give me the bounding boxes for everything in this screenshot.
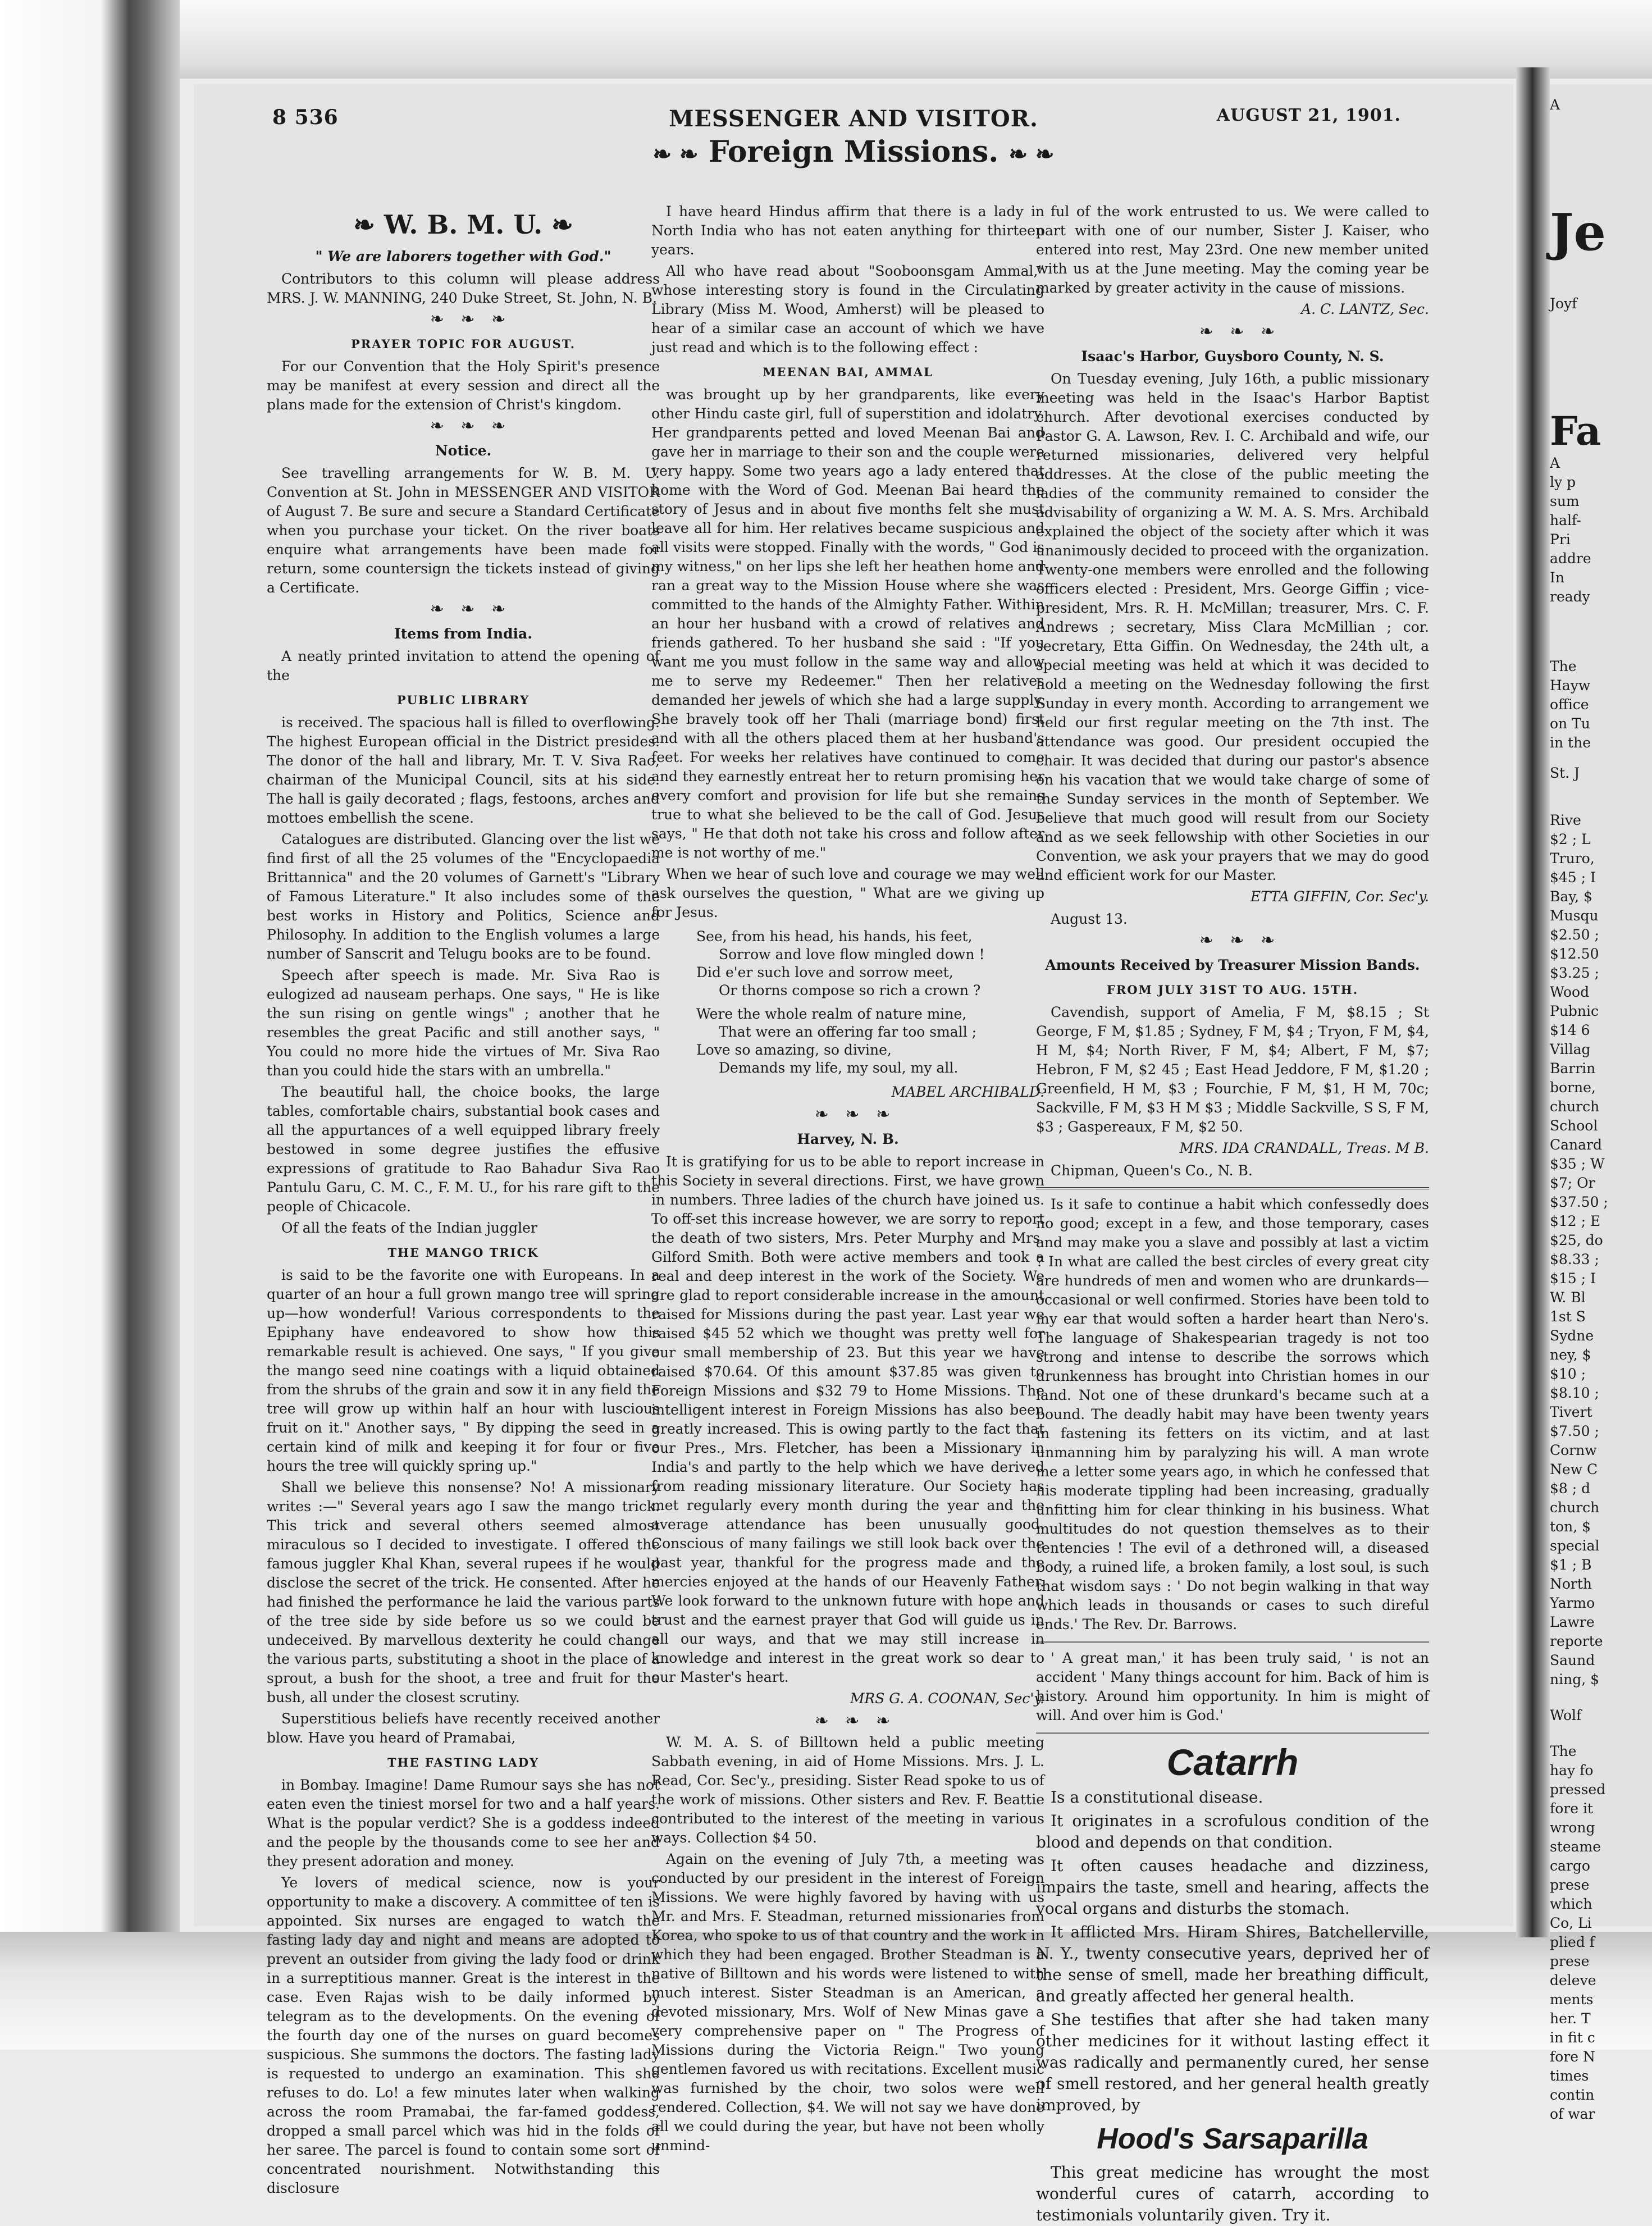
edge-text: In bbox=[1550, 569, 1564, 586]
edge-text: The bbox=[1550, 1743, 1577, 1759]
amounts-heading: Amounts Received by Treasurer Mission Bands. bbox=[1045, 957, 1420, 973]
edge-text: Saund bbox=[1550, 1652, 1595, 1668]
edge-text: Wood bbox=[1550, 984, 1590, 1000]
article-paragraph: Again on the evening of July 7th, a meeting was conducted by our president in the interest of Foreign Missions. We were highly favored by having with us Mr. and Mrs. F. Steadman, returned missionaries from Korea, who spoke to us of that country and the work in which they had been engaged. Brother Steadman is a native of Billtown and his words were listened to with much interest. Sister Steadman is an American, a devoted missionary, Mrs. Wolf of New Minas gave a very comprehensive paper on " The Progress of Missions during the Victoria Reign." Two young gentlemen favored us with recitations. Excellent music was furnished by the choir, two solos were well rendered. Collection, $4. We will not say we have done all we could during the year, but have not been wholly unmind- bbox=[651, 1851, 1044, 2154]
leaf-ornament-icon: ❧ ❧ bbox=[1008, 141, 1055, 167]
edge-text: $8.33 ; bbox=[1550, 1251, 1599, 1267]
edge-text: church bbox=[1550, 1499, 1600, 1516]
edge-text: North bbox=[1550, 1576, 1592, 1592]
amounts-subheading: FROM JULY 31ST TO AUG. 15TH. bbox=[1106, 983, 1359, 997]
edge-text: A bbox=[1550, 455, 1560, 471]
article-paragraph: When we hear of such love and courage we may well ask ourselves the question, " What are we giving up for Jesus. bbox=[651, 866, 1044, 920]
divider bbox=[1036, 1187, 1429, 1189]
poem-signature: MABEL ARCHIBALD. bbox=[891, 1084, 1044, 1100]
edge-text: $45 ; I bbox=[1550, 869, 1596, 886]
leaf-ornament-icon: ❧ ❧ ❧ bbox=[430, 599, 512, 619]
leaf-ornament-icon: ❧ ❧ ❧ bbox=[430, 416, 512, 436]
edge-text: ney, $ bbox=[1550, 1347, 1591, 1363]
scan-left-margin bbox=[0, 0, 180, 2050]
edge-text: Lawre bbox=[1550, 1614, 1595, 1630]
article-paragraph: Is it safe to continue a habit which confessedly does no good; except in a few, and those temporary, cases and may make you a slave and possibly at last a victim ? In what are called the best circles of every great city are hundreds of men and women who are drunkards—occasional or well confirmed. Stories have been told to my ear that would soften a harder heart than Nero's. The language of Shakespearian tragedy is not too strong and intense to describe the sorrows which drunkenness has brought into Christian homes in our land. Not one of these drunkard's became such at a bound. The deadly habit may have been twenty years in fastening its fetters on its victim, and at last unmanning him by paralyzing his will. A man wrote me a letter some years ago, in which he confessed that his moderate tippling had been increasing, gradually unfitting him for clear thinking in his business. What multitudes do not question themselves as to their tentencies ! The evil of a dethroned will, a diseased body, a ruined life, a broken family, a lost soul, is such that wisdom says : ' Do not begin walking in that way which leads in thousands or cases to such direful ends.' The Rev. Dr. Barrows. bbox=[1036, 1196, 1429, 1632]
edge-text: $2.50 ; bbox=[1550, 927, 1599, 943]
edge-text: reporte bbox=[1550, 1633, 1603, 1649]
poem-line: That were an offering far too small ; bbox=[719, 1024, 977, 1040]
article-paragraph: The beautiful hall, the choice books, the large tables, comfortable chairs, substantial book cases and all the appurtances of a well equipped library freely bestowed in some degree justifies the effusive expressions of gratitude to Rao Bahadur Siva Rao Pantulu Garu, C. M. C., F. M. U., for his rare gift to the people of Chicacole. bbox=[267, 1084, 660, 1215]
edge-text: plied f bbox=[1550, 1934, 1595, 1950]
edge-text: Sydne bbox=[1550, 1328, 1594, 1344]
wbmu-motto: " We are laborers together with God." bbox=[315, 248, 611, 264]
hymn-poem bbox=[696, 928, 1044, 1077]
invitation-text: A neatly printed invitation to attend the opening of the bbox=[267, 648, 660, 683]
poem-line: See, from his head, his hands, his feet, bbox=[696, 928, 973, 945]
poem-line: Or thorns compose so rich a crown ? bbox=[719, 982, 981, 998]
harvey-heading: Harvey, N. B. bbox=[797, 1131, 899, 1147]
edge-text: A bbox=[1550, 97, 1560, 113]
edge-text: sum bbox=[1550, 493, 1580, 509]
edge-text: special bbox=[1550, 1538, 1600, 1554]
public-library-heading: PUBLIC LIBRARY bbox=[396, 693, 530, 707]
poem-line: Did e'er such love and sorrow meet, bbox=[696, 964, 953, 980]
article-paragraph: is received. The spacious hall is filled to overflowing. The highest European official in the District presides. The donor of the hall and library, Mr. T. V. Siva Rao, chairman of the Municipal Council, sits at his side. The hall is gaily decorated ; flags, festoons, arches and mottoes embellish the scene. bbox=[267, 714, 660, 826]
edge-text: ly p bbox=[1550, 474, 1576, 490]
edge-text: $8 ; d bbox=[1550, 1480, 1591, 1497]
article-paragraph: All who have read about "Sooboonsgam Ammal," whose interesting story is found in the Circulating Library (Miss M. Wood, Amherst) will be pleased to hear of a similar case an account of which we have just read and which is to the following effect : bbox=[651, 263, 1044, 355]
edge-text: hay fo bbox=[1550, 1762, 1594, 1778]
edge-text: Joyf bbox=[1550, 295, 1577, 312]
edge-text: which bbox=[1550, 1896, 1592, 1912]
wbmu-title: ❧ W. B. M. U. ❧ bbox=[353, 209, 573, 240]
ad-paragraph: It afflicted Mrs. Hiram Shires, Batchellerville, N. Y., twenty consecutive years, deprived her of the sense of smell, made her breathing difficult, and greatly affected her general health. bbox=[1036, 1923, 1429, 2005]
edge-text: $12 ; E bbox=[1550, 1213, 1601, 1229]
edge-text: wrong bbox=[1550, 1819, 1595, 1836]
article-paragraph: ful of the work entrusted to us. We were called to part with one of our number, Sister J. Kaiser, who entered into rest, May 23rd. One new member united with us at the June meeting. May the coming year be marked by greater activity in the cause of missions. bbox=[1036, 203, 1429, 296]
edge-text: Villag bbox=[1550, 1041, 1591, 1057]
edge-text: Canard bbox=[1550, 1137, 1602, 1153]
edge-text: prese bbox=[1550, 1877, 1590, 1893]
article-paragraph: was brought up by her grandparents, like every other Hindu caste girl, full of superstition and idolatry. Her grandparents petted and loved Meenan Bai and gave her in marriage to their son and the couple were very happy. Some two years ago a lady entered that home with the Word of God. Meenan Bai heard the story of Jesus and in about five months felt she must leave all for him. Her relatives became suspicious and all visits were stopped. Finally with the words, " God is my witness," on her lips she left her heathen home and ran a great way to the Mission House where she was committed to the hands of the Almighty Father. Within an hour her husband with a crowd of relatives and friends gathered. To her husband she said : "If you want me you must follow in the same way and allow me to serve my Redeemer." Then her relatives demanded her jewels of which she had a large supply. She bravely took off her Thali (marriage bond) first and with all the others placed them at her husband's feet. For weeks her relatives have continued to come and they earnestly entreat her to return promising her every comfort and provision for life but she remains true to what she believed to be the call of God. Jesus says, " He that doth not take his cross and follow after me is not worthy of me." bbox=[651, 386, 1044, 861]
article-paragraph: Shall we believe this nonsense? No! A missionary writes :—" Several years ago I saw the mango trick. This trick and several others seemed almost miraculous so I decided to investigate. I offered the famous juggler Khal Khan, several rupees if he would disclose the secret of the trick. He consented. After he had finished the performance he laid the various parts of the tree side by side before us so we could be undeceived. By marvellous dexterity he could change the various parts, substituting a shoot in the place of a sprout, a bush for the shoot, a tree and fruit for the bush, all under the closest scrutiny. bbox=[267, 1479, 660, 1705]
edge-text: church bbox=[1550, 1098, 1600, 1115]
poem-line: Sorrow and love flow mingled down ! bbox=[719, 946, 985, 963]
mango-trick-heading: THE MANGO TRICK bbox=[387, 1246, 539, 1260]
leaf-ornament-icon: ❧ ❧ bbox=[652, 141, 699, 167]
meenan-bai-heading: MEENAN BAI, AMMAL bbox=[763, 365, 933, 379]
page-number: 8 536 bbox=[272, 106, 339, 129]
edge-text: office bbox=[1550, 696, 1589, 713]
next-page-edge bbox=[1550, 84, 1652, 2122]
edge-text: $7; Or bbox=[1550, 1175, 1595, 1191]
edge-text: $8.10 ; bbox=[1550, 1385, 1599, 1401]
edge-text: Pri bbox=[1550, 531, 1571, 548]
edge-text: $35 ; W bbox=[1550, 1156, 1605, 1172]
edge-text: in the bbox=[1550, 735, 1591, 751]
contributions-notice: Contributors to this column will please address MRS. J. W. MANNING, 240 Duke Street, St. John, N. B. bbox=[267, 271, 660, 306]
edge-text: on Tu bbox=[1550, 715, 1590, 732]
edge-text: $10 ; bbox=[1550, 1366, 1586, 1382]
edge-text: Cornw bbox=[1550, 1442, 1597, 1458]
edge-text: pressed bbox=[1550, 1781, 1606, 1798]
edge-text: ning, $ bbox=[1550, 1671, 1600, 1687]
edge-text: W. Bl bbox=[1550, 1289, 1586, 1306]
ad-paragraph: This great medicine has wrought the most wonderful cures of catarrh, according to testimonials voluntarily given. Try it. bbox=[1036, 2163, 1429, 2224]
amounts-list: Cavendish, support of Amelia, F M, $8.15 ; St George, F M, $1.85 ; Sydney, F M, $4 ; Tryon, F M, $4, H M, $4; North River, F M, $4; Albert, F M, $7; Hebron, F M, $2 45 ; East Head Jeddore, F M, $1.20 ; Greenfield, H M, $3 ; Fourchie, F M, $1, H M, 70c; Sackville, F M, $3 H M $3 ; Middle Sackville, S S, F M, $3 ; Gaspereaux, F M, $2 50. bbox=[1036, 1004, 1429, 1135]
edge-text: Fa bbox=[1550, 408, 1601, 454]
edge-text: in fit c bbox=[1550, 2029, 1595, 2046]
prayer-topic-heading: PRAYER TOPIC FOR AUGUST. bbox=[350, 337, 576, 351]
notice-text: See travelling arrangements for W. B. M. U. Convention at St. John in MESSENGER AND VISITOR of August 7. Be sure and secure a Standard Certificate when you purchase your ticket. On the river boats enquire what arrangements have been made for return, some countersign the tickets instead of giving a Certificate. bbox=[267, 465, 660, 596]
edge-text: steame bbox=[1550, 1839, 1601, 1855]
section-title: Foreign Missions. bbox=[708, 135, 999, 169]
article-paragraph: is said to be the favorite one with Europeans. In a quarter of an hour a full grown mango tree will spring up—how wonderful! Various correspondents to the Epiphany have endeavored to show how this remarkable result is achieved. One says, " If you give the mango seed nine coatings with a liquid obtained from the shrubs of the grain and sow it in any field the tree will grow up within half an hour with luscious fruit on it." Another says, " By dipping the seed in a certain kind of milk and keeping it for four or five hours the tree will quickly spring up." bbox=[267, 1267, 660, 1474]
edge-text: Barrin bbox=[1550, 1060, 1596, 1076]
ad-paragraph: It originates in a scrofulous condition of the blood and depends on that condition. bbox=[1036, 1812, 1429, 1851]
edge-text: The bbox=[1550, 658, 1577, 674]
book-gutter bbox=[1516, 67, 1550, 1937]
edge-text: Pubnic bbox=[1550, 1003, 1599, 1019]
section-heading bbox=[194, 135, 1513, 169]
edge-text: prese bbox=[1550, 1953, 1590, 1969]
prayer-topic-text: For our Convention that the Holy Spirit's presence may be manifest at every session and direct all the plans made for the extension of Christ's kingdom. bbox=[267, 358, 660, 413]
divider bbox=[1036, 1641, 1429, 1643]
edge-text: $37.50 ; bbox=[1550, 1194, 1608, 1210]
isaacs-harbor-heading: Isaac's Harbor, Guysboro County, N. S. bbox=[1081, 348, 1384, 364]
edge-text: Truro, bbox=[1550, 850, 1595, 866]
edge-text: $12.50 bbox=[1550, 946, 1599, 962]
edge-text: $3.25 ; bbox=[1550, 965, 1599, 981]
column-1 bbox=[267, 202, 660, 2196]
edge-text: Bay, $ bbox=[1550, 888, 1592, 905]
harvey-signature: MRS G. A. COONAN, Sec'y. bbox=[850, 1690, 1044, 1707]
treasurer-location: Chipman, Queen's Co., N. B. bbox=[1051, 1162, 1253, 1179]
article-date: August 13. bbox=[1051, 911, 1128, 927]
edge-text: times bbox=[1550, 2068, 1589, 2084]
edge-text: $1 ; B bbox=[1550, 1557, 1592, 1573]
edge-text: Co, Li bbox=[1550, 1915, 1592, 1931]
edge-text: ton, $ bbox=[1550, 1518, 1591, 1535]
article-paragraph: Superstitious beliefs have recently received another blow. Have you heard of Pramabai, bbox=[267, 1710, 660, 1746]
article-paragraph: I have heard Hindus affirm that there is a lady in North India who has not eaten anything for thirteen years. bbox=[651, 203, 1044, 258]
edge-text: ready bbox=[1550, 589, 1590, 605]
items-from-india-heading: Items from India. bbox=[394, 626, 532, 642]
edge-text: fore N bbox=[1550, 2049, 1595, 2065]
edge-text: Hayw bbox=[1550, 677, 1591, 694]
edge-text: St. J bbox=[1550, 765, 1580, 781]
edge-text: Musqu bbox=[1550, 907, 1599, 924]
edge-text: contin bbox=[1550, 2087, 1595, 2103]
leaf-ornament-icon: ❧ ❧ ❧ bbox=[430, 309, 512, 329]
edge-text: Yarmo bbox=[1550, 1595, 1595, 1611]
ad-title: Catarrh bbox=[1166, 1741, 1299, 1783]
lantz-signature: A. C. LANTZ, Sec. bbox=[1301, 301, 1429, 317]
edge-text: addre bbox=[1550, 550, 1591, 567]
poem-line: Love so amazing, so divine, bbox=[696, 1042, 892, 1058]
edge-text: School bbox=[1550, 1117, 1598, 1134]
edge-text: $7.50 ; bbox=[1550, 1423, 1599, 1439]
catarrh-advertisement bbox=[1036, 1740, 1429, 2226]
edge-text: Rive bbox=[1550, 812, 1581, 828]
edge-text: fore it bbox=[1550, 1800, 1594, 1817]
issue-date: AUGUST 21, 1901. bbox=[1216, 106, 1401, 125]
fasting-lady-heading: THE FASTING LADY bbox=[387, 1755, 540, 1769]
edge-text: 1st S bbox=[1550, 1308, 1586, 1325]
edge-text: $14 6 bbox=[1550, 1022, 1590, 1038]
column-3 bbox=[1036, 202, 1429, 2224]
leaf-ornament-icon: ❧ ❧ ❧ bbox=[1199, 322, 1281, 341]
leaf-ornament-icon: ❧ ❧ ❧ bbox=[1199, 930, 1281, 950]
poem-line: Demands my life, my soul, my all. bbox=[719, 1060, 959, 1076]
giffin-signature: ETTA GIFFIN, Cor. Sec'y. bbox=[1250, 888, 1429, 905]
article-paragraph: Ye lovers of medical science, now is your opportunity to make a discovery. A committee of ten is appointed. Six nurses are engaged to watch the fasting lady day and night and means are adopted to prevent an outsider from giving the lady food or drink in a surreptitious manner. Great is the interest in the case. Even Rajas wish to be daily informed by telegram as to the developments. On the evening of the fourth day one of the nurses on guard becomes suspicious. She summons the doctors. The fasting lady is requested to undergo an examination. This she refuses to do. Lo! a few minutes later when walking across the room Pramabai, the far-famed goddess, dropped a small parcel which was hid in the folds of her saree. The parcel is found to contain some sort of concentrated nourishment. Notwithstanding this disclosure bbox=[267, 1874, 660, 2196]
edge-text: Wolf bbox=[1550, 1707, 1582, 1723]
article-paragraph: W. M. A. S. of Billtown held a public meeting Sabbath evening, in aid of Home Missions. Mrs. J. L. Read, Cor. Sec'y., presiding. Sister Read spoke to us of the work of missions. Other sisters and Rev. F. Beattie contributed to the interest of the meeting in various ways. Collection $4 50. bbox=[651, 1734, 1044, 1846]
leaf-ornament-icon: ❧ ❧ ❧ bbox=[814, 1711, 896, 1731]
article-paragraph: Of all the feats of the Indian juggler bbox=[281, 1220, 537, 1236]
article-paragraph: It is gratifying for us to be able to report increase in this Society in several directions. First, we have grown in numbers. Three ladies of the church have joined us. To off-set this increase however, we are sorry to report the death of two sisters, Mrs. Peter Murphy and Mrs. Gilford Smith. Both were active members and took a real and deep interest in the work of the Society. We are glad to report considerable increase in the amount raised for Missions during the past year. Last year we raised $45 52 which we thought was pretty well for our small membership of 23. But this year we have raised $70.64. Of this amount $37.85 was given to Foreign Missions and $32 79 to Home Missions. The intelligent interest in Foreign Missions has also been greatly increased. This is owing partly to the fact that our Pres., Mrs. Fletcher, has been a Missionary in India's and partly to the help which we have derived from reading missionary literature. Our Society has met regularly every month during the year and the average attendance has been unusually good. Conscious of many failings we still look back over the past year, thankful for the progress made and the mercies enjoyed at the hands of our Heavenly Father. We look forward to the unknown future with hope and trust and the earnest prayer that God will guide us in all our ways, and that we may still increase in knowledge and interest in the great work so dear to our Master's heart. bbox=[651, 1153, 1044, 1685]
ad-product-name: Hood's Sarsaparilla bbox=[1097, 2123, 1368, 2155]
divider bbox=[1036, 1732, 1429, 1734]
edge-text: borne, bbox=[1550, 1079, 1596, 1096]
edge-text: Tivert bbox=[1550, 1404, 1592, 1420]
article-paragraph: in Bombay. Imagine! Dame Rumour says she has not eaten even the tiniest morsel for two and a half years. What is the popular verdict? She is a goddess indeed and the people by the thousands come to see her and they present adoration and money. bbox=[267, 1777, 660, 1869]
edge-text: New C bbox=[1550, 1461, 1598, 1477]
edge-text: deleve bbox=[1550, 1972, 1596, 1988]
notice-heading: Notice. bbox=[435, 443, 492, 459]
edge-text: Je bbox=[1550, 203, 1606, 262]
page-header bbox=[194, 94, 1513, 132]
edge-text: of war bbox=[1550, 2106, 1595, 2122]
edge-text: $25, do bbox=[1550, 1232, 1603, 1248]
scan-top-margin bbox=[0, 0, 1652, 79]
article-paragraph: Speech after speech is made. Mr. Siva Rao is eulogized ad nauseam perhaps. One says, " He is like the sun rising on gentle wings" ; another that he resembles the great Pacific and still another says, " You could no more hide the virtues of Mr. Siva Rao than you could hide the stars with an umbrella." bbox=[267, 967, 660, 1079]
edge-text: $15 ; I bbox=[1550, 1270, 1596, 1287]
edge-text: half- bbox=[1550, 512, 1581, 528]
article-paragraph: Catalogues are distributed. Glancing over the list we find first of all the 25 volumes of the "Encyclopaedia Brittannica" and the 20 volumes of Garnett's "Library of Famous Literature." It also includes some of the best works in History and Politics, Science and Philosophy. In addition to the English volumes a large number of Sanscrit and Telugu books are to be found. bbox=[267, 831, 660, 962]
ad-paragraph: Is a constitutional disease. bbox=[1051, 1788, 1263, 1807]
ad-paragraph: She testifies that after she had taken many other medicines for it without lasting effect it was radically and permanently cured, her sense of smell restored, and her general health greatly improved, by bbox=[1036, 2010, 1429, 2114]
quote-paragraph: ' A great man,' it has been truly said, ' is not an accident ' Many things account for him. Back of him is history. Around him opportunity. In him is might of will. And over him is God.' bbox=[1036, 1650, 1429, 1723]
edge-text: cargo bbox=[1550, 1858, 1590, 1874]
treasurer-signature: MRS. IDA CRANDALL, Treas. M B. bbox=[1179, 1140, 1429, 1156]
article-paragraph: On Tuesday evening, July 16th, a public missionary meeting was held in the Isaac's Harbor Baptist church. After devotional exercises conducted by Pastor G. A. Lawson, Rev. I. C. Archibald and wife, our returned missionaries, delivered very helpful addresses. At the close of the public meeting the ladies of the community remained to consider the advisability of organizing a W. M. A. S. Mrs. Archibald explained the object of the society after which it was unanimously decided to proceed with the organization. Twenty-one members were enrolled and the following officers elected : President, Mrs. George Giffin ; vice-president, Mrs. R. H. McMillan; treasurer, Mrs. C. F. Andrews ; secretary, Miss Clara McMillian ; cor. secretary, Etta Giffin. On Wednesday, the 24th ult, a special meeting was held at which it was decided to hold a meeting on the Wednesday following the first Sunday in every month. According to arrangement we held our first regular meeting on the 7th inst. The attendance was good. Our president occupied the chair. It was decided that during our pastor's absence on his vacation that we would take charge of some of the Sunday services in the month of September. We believe that much good will result from our Society and as we seek fellowship with other Societies in our Convention, we ask your prayers that we may do good and efficient work for our Master. bbox=[1036, 371, 1429, 883]
newspaper-title: MESSENGER AND VISITOR. bbox=[669, 106, 1038, 132]
column-2 bbox=[651, 202, 1044, 2154]
leaf-ornament-icon: ❧ ❧ ❧ bbox=[814, 1105, 896, 1124]
ad-paragraph: It often causes headache and dizziness, impairs the taste, smell and hearing, affects the vocal organs and disturbs the stomach. bbox=[1036, 1856, 1429, 1918]
poem-line: Were the whole realm of nature mine, bbox=[696, 1006, 967, 1022]
edge-text: her. T bbox=[1550, 2010, 1591, 2027]
newspaper-page bbox=[194, 84, 1513, 2224]
edge-text: ments bbox=[1550, 1991, 1594, 2008]
edge-text: $2 ; L bbox=[1550, 831, 1591, 847]
